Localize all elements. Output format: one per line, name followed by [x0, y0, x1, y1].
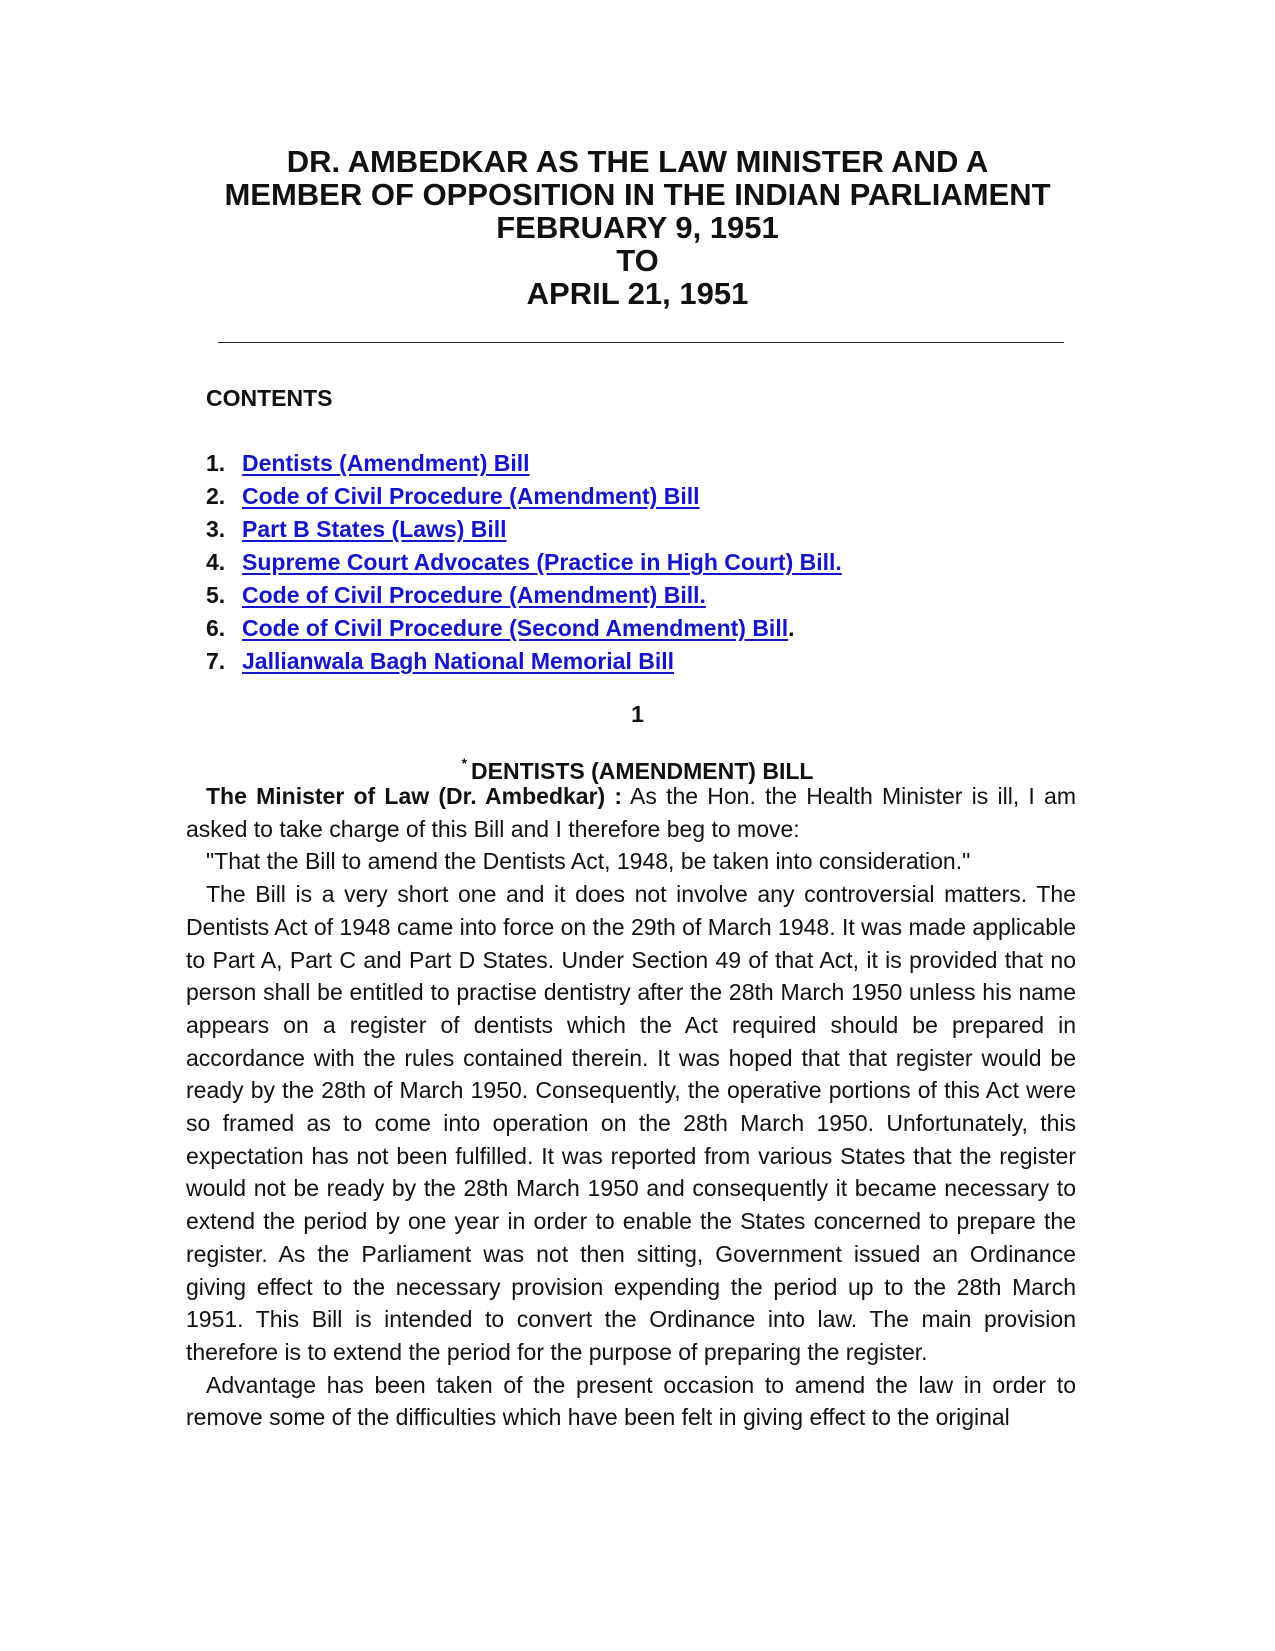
toc-item — [206, 645, 842, 678]
document-title — [150, 145, 1125, 310]
toc-link-part-b-states-laws-bill[interactable]: Part B States (Laws) Bill — [242, 516, 507, 542]
toc-item — [206, 546, 842, 579]
contents-heading: CONTENTS — [206, 385, 333, 411]
paragraph: Advantage has been taken of the present occasion to amend the law in order to remove some of the difficulties which have been felt in giving effect to the original — [186, 1371, 1076, 1431]
section-number: 1 — [631, 701, 644, 727]
toc-item — [206, 513, 842, 546]
section-heading-text: DENTISTS (AMENDMENT) BILL — [471, 758, 814, 784]
toc-item-number: 3. — [206, 516, 226, 542]
toc-link-dentists-amendment-bill[interactable]: Dentists (Amendment) Bill — [242, 450, 530, 476]
paragraph-text: As the Hon. the Health Minister is ill, I am asked to take charge of this Bill and I therefore beg to move: — [186, 783, 1076, 842]
toc-item-suffix: . — [788, 615, 795, 641]
toc-item — [206, 612, 842, 645]
title-line: APRIL 21, 1951 — [526, 276, 749, 311]
toc-link-civil-procedure-amendment-bill-2[interactable]: Code of Civil Procedure (Amendment) Bill. — [242, 582, 706, 608]
title-line: DR. AMBEDKAR AS THE LAW MINISTER AND A — [286, 144, 989, 179]
title-line: FEBRUARY 9, 1951 — [496, 210, 779, 245]
toc-link-supreme-court-advocates-bill[interactable]: Supreme Court Advocates (Practice in High Court) Bill. — [242, 549, 842, 575]
toc-item-number: 5. — [206, 582, 226, 608]
paragraph: "That the Bill to amend the Dentists Act, 1948, be taken into consideration." — [206, 848, 971, 875]
speaker-name: The Minister of Law (Dr. Ambedkar) : — [206, 783, 623, 809]
toc-item-number: 4. — [206, 549, 226, 575]
toc-item — [206, 447, 842, 480]
toc-link-jallianwala-bagh-memorial-bill[interactable]: Jallianwala Bagh National Memorial Bill — [242, 648, 675, 674]
toc-item-number: 6. — [206, 615, 226, 641]
title-line: TO — [616, 243, 659, 278]
paragraph — [186, 780, 1076, 845]
paragraph: The Bill is a very short one and it does not involve any controversial matters. The Dentists Act of 1948 came into force on the 29th of March 1948. It was made applicable to Part A, Part C and Part D States. Under Section 49 of that Act, it is provided that no person shall be entitled to practise dentistry after the 28th March 1950 unless his name appears on a register of dentists which the Act required should be prepared in accordance with the rules contained therein. It was hoped that that register would be ready by the 28th of March 1950. Consequently, the operative portions of this Act were so framed as to come into operation on the 28th March 1950. Unfortunately, this expectation has not been fulfilled. It was reported from various States that the register would not be ready by the 28th March 1950 and consequently it became necessary to extend the period by one year in order to enable the States concerned to prepare the register. As the Parliament was not then sitting, Government issued an Ordinance giving effect to the necessary provision expending the period up to the 28th March 1951. This Bill is intended to convert the Ordinance into law. The main provision therefore is to extend the period for the purpose of preparing the register. — [186, 881, 1076, 1365]
footnote-marker: * — [461, 755, 468, 771]
toc-item-number: 1. — [206, 450, 226, 476]
toc-link-civil-procedure-amendment-bill[interactable]: Code of Civil Procedure (Amendment) Bill — [242, 483, 700, 509]
toc-item — [206, 579, 842, 612]
toc-item-number: 7. — [206, 648, 226, 674]
table-of-contents — [206, 447, 842, 678]
title-divider — [218, 342, 1064, 343]
title-line: MEMBER OF OPPOSITION IN THE INDIAN PARLIAMENT — [224, 177, 1051, 212]
toc-item-number: 2. — [206, 483, 226, 509]
toc-item — [206, 480, 842, 513]
toc-link-civil-procedure-second-amendment-bill[interactable]: Code of Civil Procedure (Second Amendment) Bill — [242, 615, 789, 641]
section-body — [186, 780, 1076, 1434]
